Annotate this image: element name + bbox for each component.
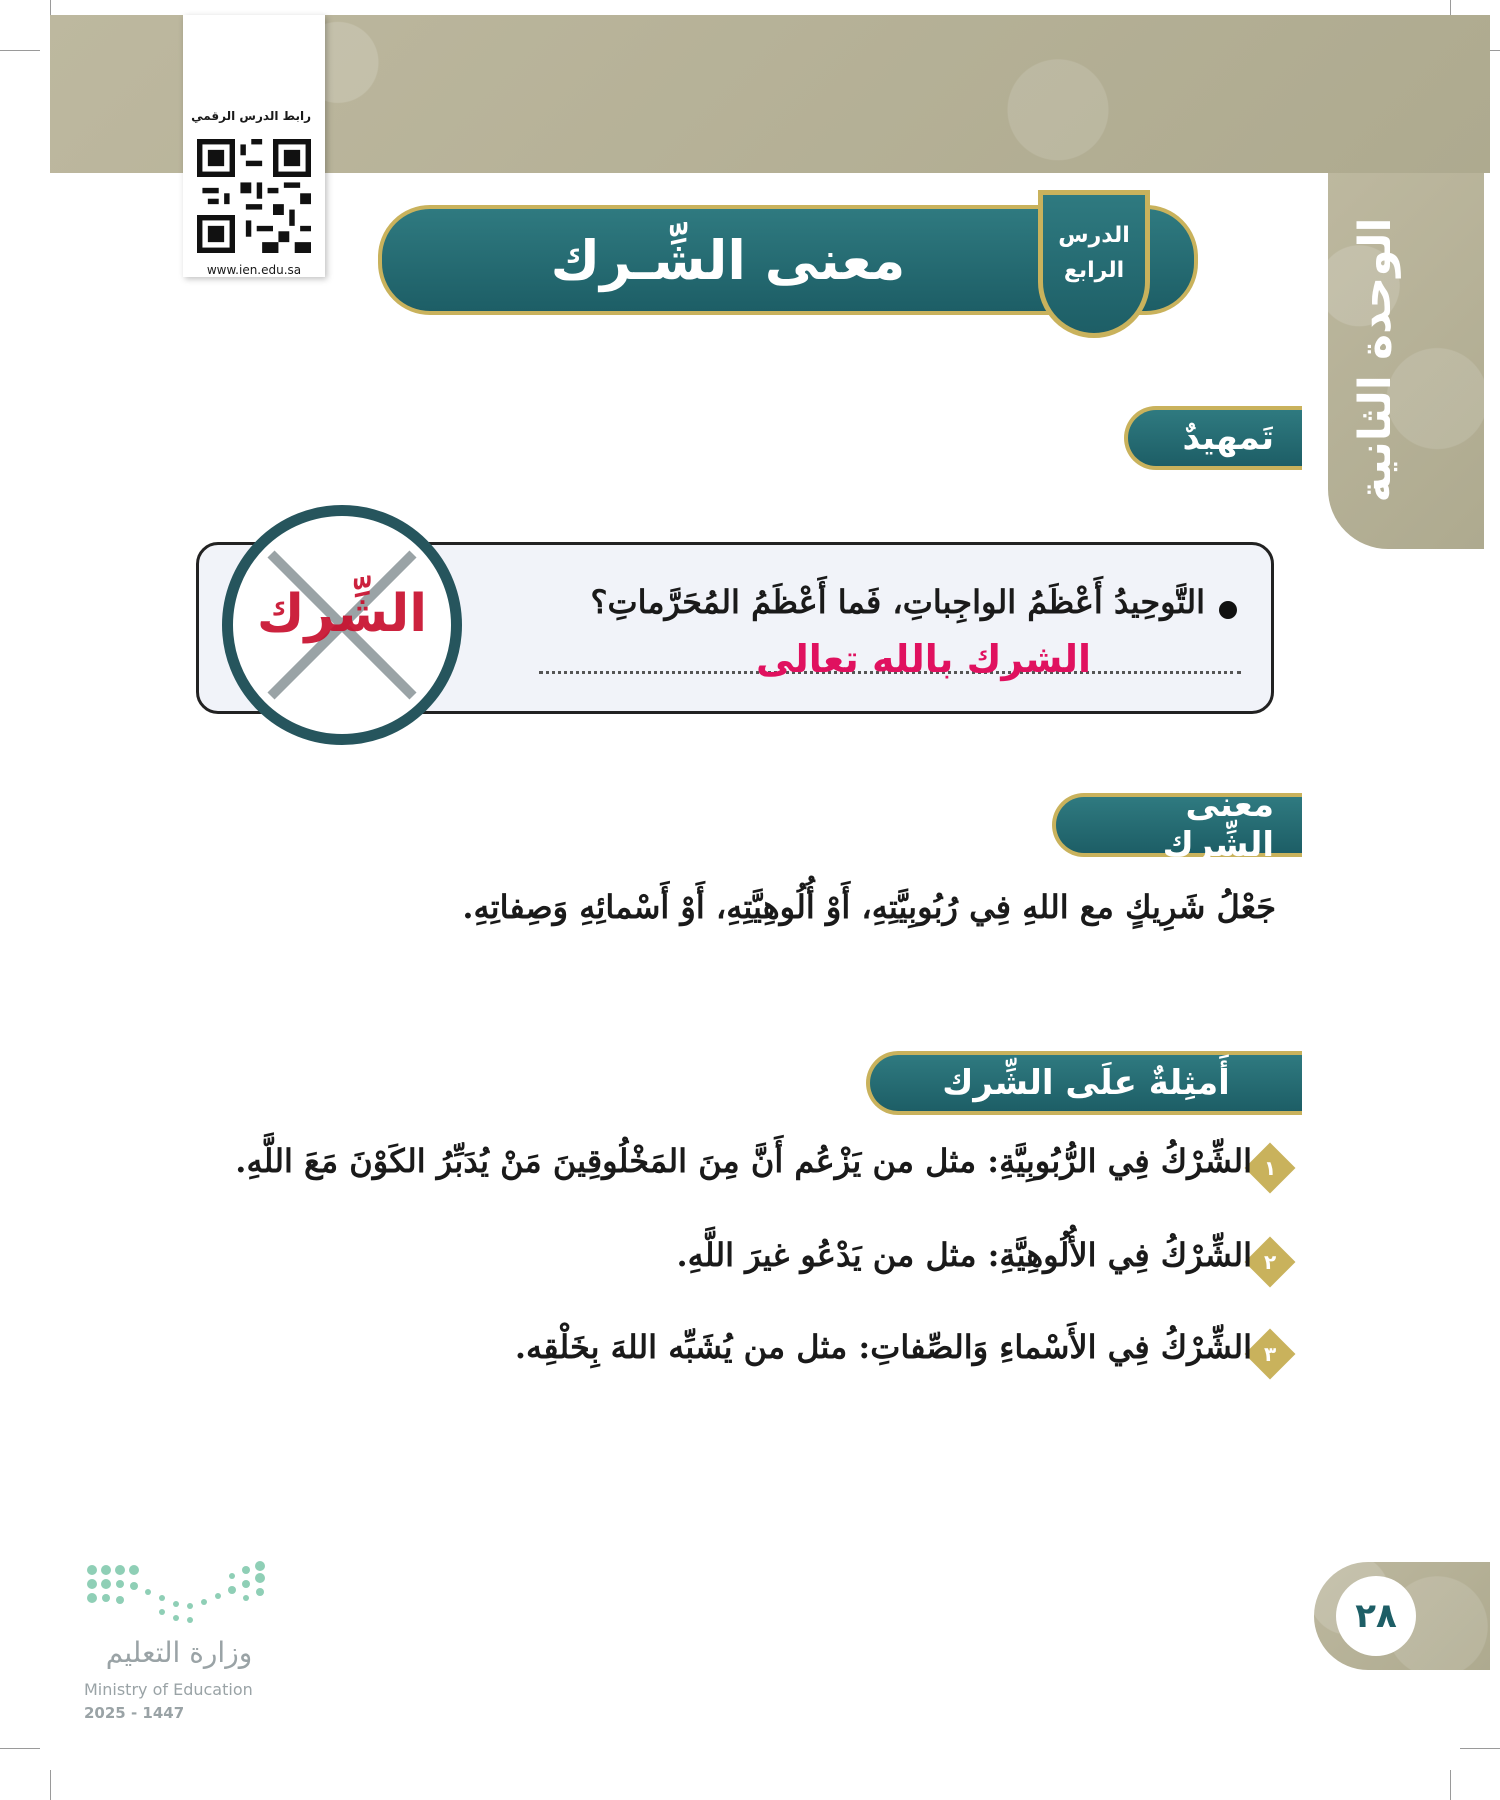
lesson-number-badge [1038,190,1150,338]
examples-heading: أَمثِلةٌ علَى الشِّرك [866,1051,1302,1115]
qr-code-icon[interactable] [197,139,311,253]
example-3-badge: ٣ [1245,1329,1296,1380]
no-shirk-stamp [222,505,462,745]
example-1-text: الشِّرْكُ فِي الرُّبُوبِيَّةِ: مثل من يَزْعُم أَنَّ مِنَ المَخْلُوقِينَ مَنْ يُدَبِّرُ الكَوْنَ مَعَ اللَّهِ. [235,1142,1252,1180]
bullet-icon [1219,601,1237,619]
meaning-text: جَعْلُ شَرِيكٍ مع اللهِ فِي رُبُوبِيَّتِهِ، أَوْ أُلُوهِيَّتِهِ، أَوْ أَسْمائِهِ وَصِفاتِهِ. [462,888,1276,926]
ministry-arabic: وزارة التعليم [105,1636,253,1669]
page-number: ٢٨ [1355,1596,1397,1636]
intro-answer: الشرك بالله تعالى [756,637,1091,681]
ministry-english: Ministry of Education [84,1680,253,1699]
example-2-text: الشِّرْكُ فِي الأُلُوهِيَّةِ: مثل من يَدْعُو غيرَ اللَّهِ. [676,1236,1252,1274]
example-1-badge: ١ [1245,1143,1296,1194]
intro-question: التَّوحِيدُ أَعْظَمُ الواجِباتِ، فَما أَعْظَمُ المُحَرَّماتِ؟ [590,583,1205,621]
stamp-word: الشِّرك [256,584,428,644]
intro-heading: تَمهيدٌ [1124,406,1302,470]
unit-title: الوحدة الثانية [1350,217,1401,503]
lesson-title: معنى الشِّـرك [550,228,906,292]
page-number-tab [1314,1562,1490,1670]
qr-caption: رابط الدرس الرقمي [191,109,311,123]
meaning-heading: معنى الشِّركِ [1052,793,1302,857]
example-2-badge: ٢ [1245,1237,1296,1288]
ministry-year: 2025 - 1447 [84,1704,185,1722]
lesson-label-2: الرابع [1063,258,1125,283]
qr-url[interactable]: www.ien.edu.sa [206,263,302,277]
example-3-text: الشِّرْكُ فِي الأَسْماءِ وَالصِّفاتِ: مثل من يُشَبِّه اللهَ بِخَلْقِه. [514,1328,1252,1366]
page-number-seal [1336,1576,1416,1656]
lesson-label-1: الدرس [1058,223,1130,248]
qr-card[interactable] [183,15,325,277]
ministry-logo-icon [84,1560,274,1630]
